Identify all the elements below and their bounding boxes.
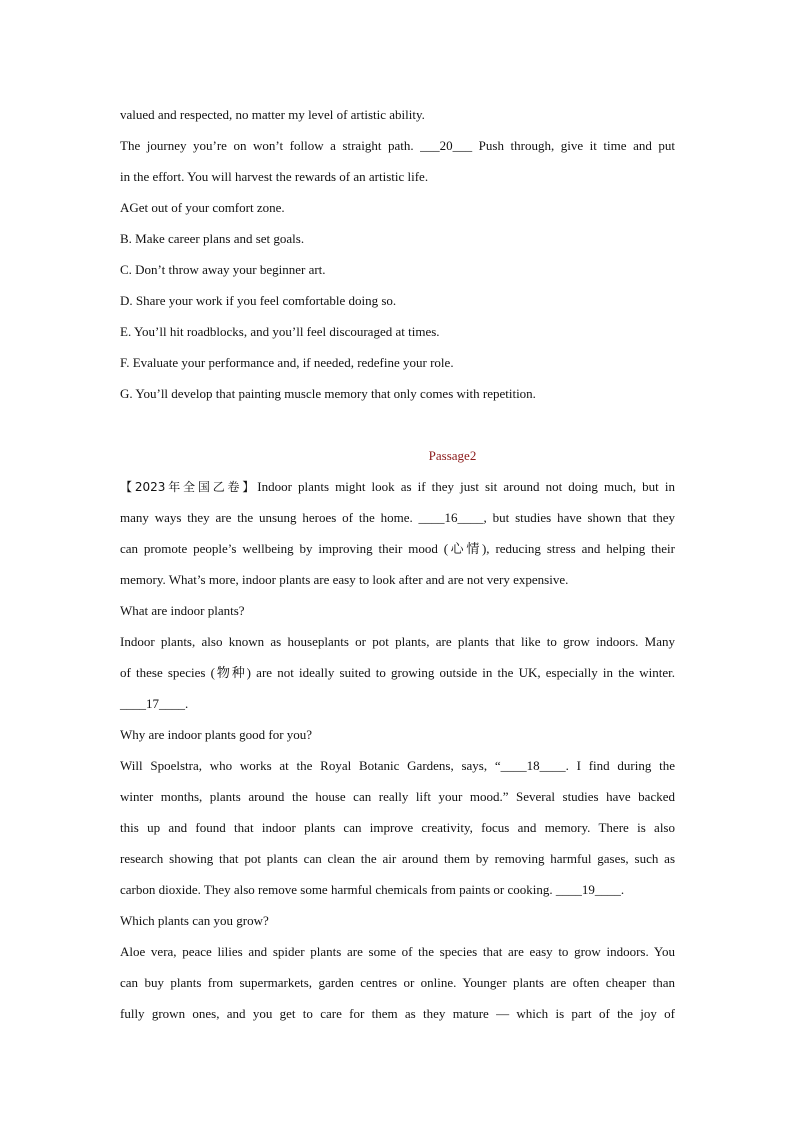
option-d: D. Share your work if you feel comfortable doing so. — [120, 293, 397, 308]
option-f: F. Evaluate your performance and, if needed, redefine your role. — [120, 355, 454, 370]
paragraph-line: in the effort. You will harvest the rewards of an artistic life. — [120, 169, 429, 184]
paragraph-line: of these species (物种) are not ideally suited to growing outside in the UK, especially in the winter. — [120, 665, 675, 680]
paragraph-line: Indoor plants, also known as houseplants or pot plants, are plants that like to grow indoors. Many — [120, 634, 675, 649]
paragraph-line — [120, 471, 675, 502]
paragraph-line: fully grown ones, and you get to care for them as they mature — which is part of the joy of — [120, 1006, 675, 1021]
paragraph-line: memory. What’s more, indoor plants are easy to look after and are not very expensive. — [120, 572, 569, 587]
paragraph-line: The journey you’re on won’t follow a straight path. ___20___ Push through, give it time and put — [120, 138, 675, 153]
paragraph-line: many ways they are the unsung heroes of the home. ____16____, but studies have shown that they — [120, 510, 675, 525]
section-spacer — [120, 409, 675, 440]
paragraph-line: Aloe vera, peace lilies and spider plants are some of the species that are easy to grow indoors. You — [120, 944, 675, 959]
paragraph-line: can buy plants from supermarkets, garden centres or online. Younger plants are often cheaper than — [120, 975, 675, 990]
document-page — [120, 99, 675, 1029]
paragraph-line: valued and respected, no matter my level of artistic ability. — [120, 107, 425, 122]
section-question: Which plants can you grow? — [120, 913, 269, 928]
paragraph-line: can promote people’s wellbeing by improving their mood (心情), reducing stress and helping their — [120, 541, 675, 556]
passage-heading: Passage2 — [428, 448, 477, 463]
paragraph-line: winter months, plants around the house can really lift your mood.” Several studies have backed — [120, 789, 675, 804]
option-g: G. You’ll develop that painting muscle memory that only comes with repetition. — [120, 386, 536, 401]
paragraph-line: carbon dioxide. They also remove some harmful chemicals from paints or cooking. ____19____. — [120, 882, 625, 897]
option-e: E. You’ll hit roadblocks, and you’ll feel discouraged at times. — [120, 324, 440, 339]
paragraph-line: this up and found that indoor plants can improve creativity, focus and memory. There is also — [120, 820, 675, 835]
section-question: Why are indoor plants good for you? — [120, 727, 313, 742]
option-b: B. Make career plans and set goals. — [120, 231, 305, 246]
intro-first-line: Indoor plants might look as if they just sit around not doing much, but in — [257, 479, 675, 494]
paragraph-line: ____17____. — [120, 696, 189, 711]
section-question: What are indoor plants? — [120, 603, 245, 618]
option-a: AGet out of your comfort zone. — [120, 200, 285, 215]
source-tag: 【2023年全国乙卷】 — [120, 480, 258, 494]
paragraph-line: Will Spoelstra, who works at the Royal Botanic Gardens, says, “____18____. I find during the — [120, 758, 675, 773]
option-c: C. Don’t throw away your beginner art. — [120, 262, 326, 277]
paragraph-line: research showing that pot plants can clean the air around them by removing harmful gases, such as — [120, 851, 675, 866]
